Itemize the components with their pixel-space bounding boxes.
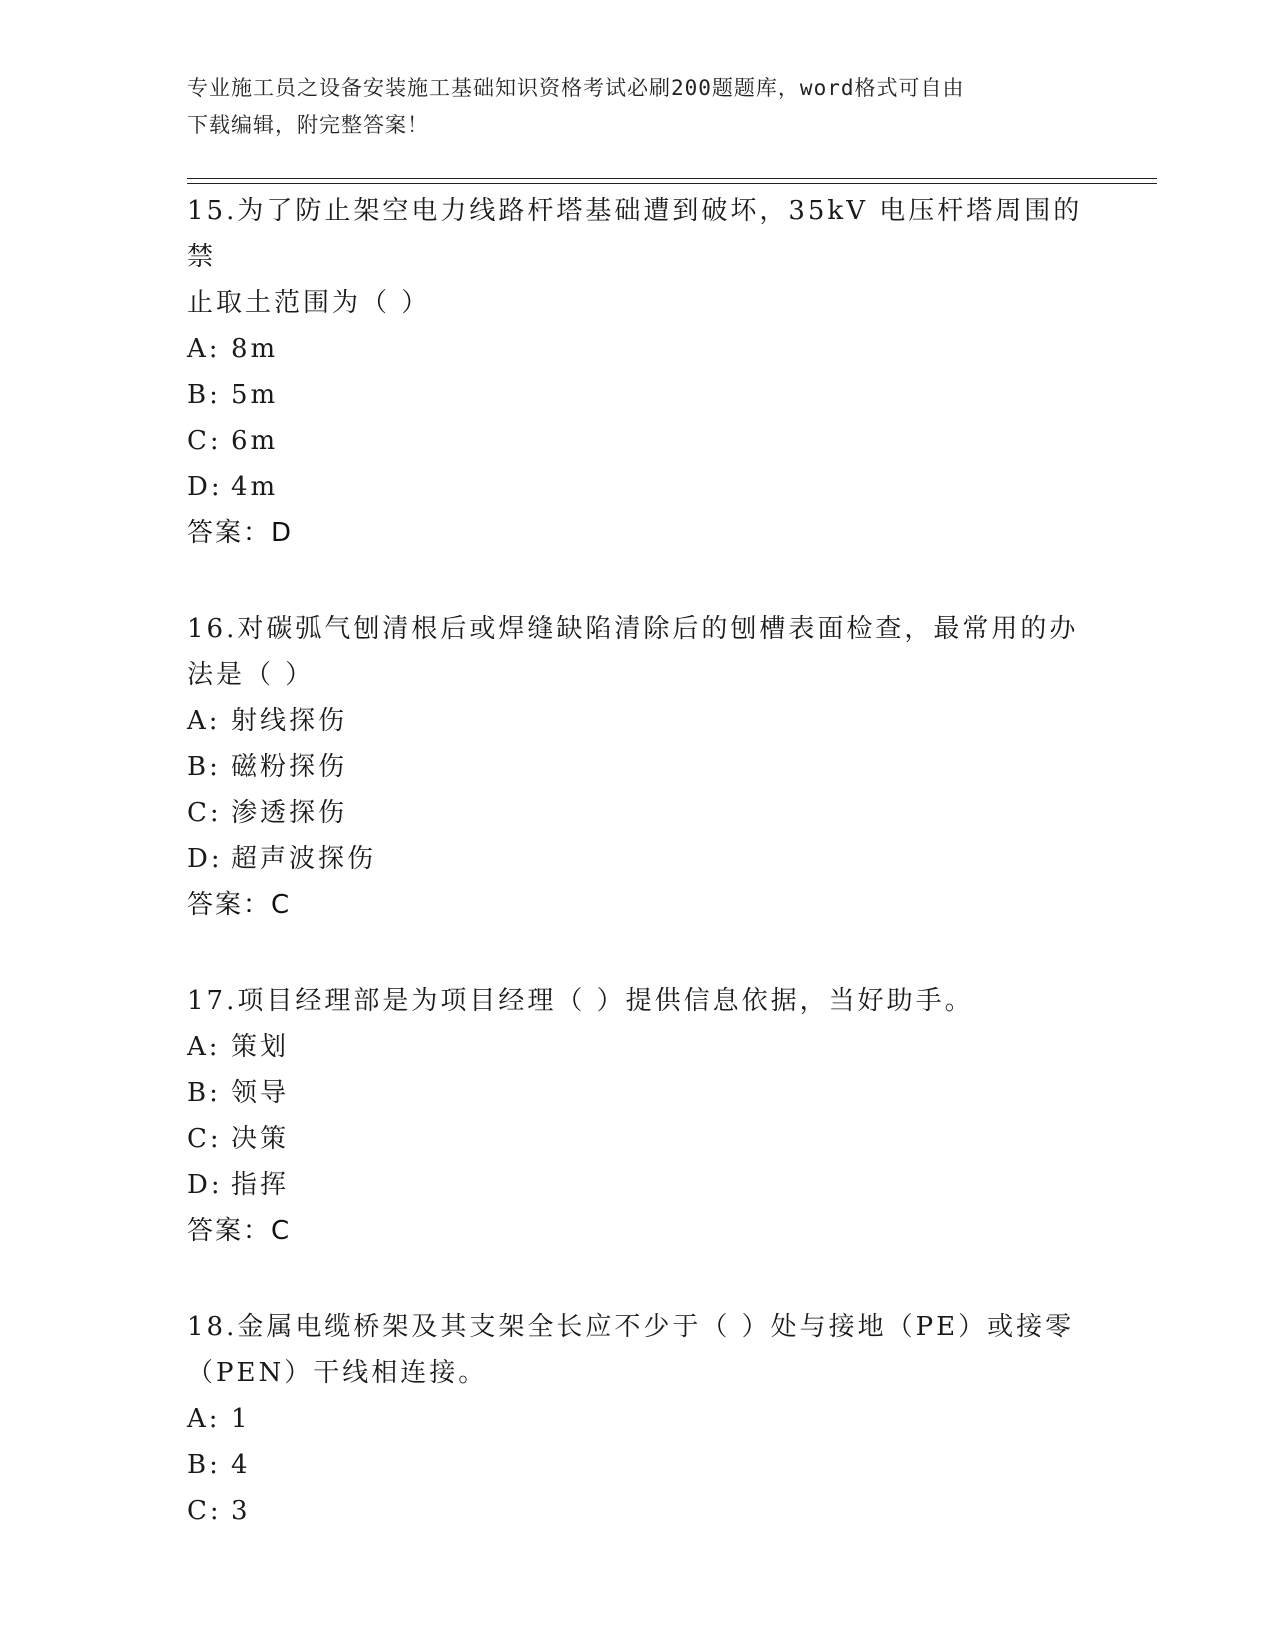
question-18-stem-line-2: （PEN）干线相连接。 <box>187 1358 488 1388</box>
option-text: 射线探伤 <box>231 706 348 736</box>
option-text: 3 <box>231 1496 251 1526</box>
option-letter: C: <box>187 426 222 456</box>
option-text: 4 <box>231 1450 251 1480</box>
option-letter: C: <box>187 1124 222 1154</box>
question-15-option-d <box>187 464 1087 510</box>
header-divider-top <box>187 178 1157 179</box>
question-18-option-c <box>187 1488 1087 1534</box>
option-text: 领导 <box>231 1078 290 1108</box>
option-letter: B: <box>187 1450 221 1480</box>
question-16-option-c <box>187 790 1087 836</box>
option-letter: D: <box>187 844 223 874</box>
option-text: 决策 <box>231 1124 290 1154</box>
question-15 <box>187 188 1087 556</box>
option-letter: B: <box>187 752 221 782</box>
question-16-stem-line-1: 16.对碳弧气刨清根后或焊缝缺陷清除后的刨槽表面检查，最常用的办 <box>187 614 1079 644</box>
question-15-option-a <box>187 326 1087 372</box>
option-text: 5m <box>231 380 279 410</box>
question-16-stem-line-2: 法是（ ） <box>187 660 315 690</box>
question-15-stem-line-1: 15.为了防止架空电力线路杆塔基础遭到破坏，35kV 电压杆塔周围的禁 <box>187 196 1083 272</box>
question-15-option-b <box>187 372 1087 418</box>
option-text: 策划 <box>231 1032 290 1062</box>
document-header <box>187 70 1087 144</box>
question-17-option-a <box>187 1024 1087 1070</box>
question-18 <box>187 1304 1087 1534</box>
question-16-option-b <box>187 744 1087 790</box>
option-text: 超声波探伤 <box>231 844 377 874</box>
option-text: 指挥 <box>231 1170 290 1200</box>
option-letter: D: <box>187 472 223 502</box>
option-letter: A: <box>187 1032 221 1062</box>
question-18-option-b <box>187 1442 1087 1488</box>
question-17 <box>187 978 1087 1254</box>
question-16 <box>187 606 1087 928</box>
question-17-stem-line-1: 17.项目经理部是为项目经理（ ）提供信息依据，当好助手。 <box>187 986 974 1016</box>
question-17-option-b <box>187 1070 1087 1116</box>
option-text: 6m <box>231 426 279 456</box>
question-18-stem-line-1: 18.金属电缆桥架及其支架全长应不少于（ ）处与接地（PE）或接零 <box>187 1312 1075 1342</box>
question-17-answer: 答案：C <box>187 1216 292 1246</box>
question-16-answer: 答案：C <box>187 890 292 920</box>
question-16-option-a <box>187 698 1087 744</box>
option-letter: A: <box>187 334 221 364</box>
option-letter: D: <box>187 1170 223 1200</box>
option-text: 磁粉探伤 <box>231 752 348 782</box>
question-15-answer: 答案：D <box>187 518 294 548</box>
option-letter: C: <box>187 1496 222 1526</box>
question-17-option-c <box>187 1116 1087 1162</box>
option-text: 4m <box>231 472 279 502</box>
header-line-2: 下载编辑，附完整答案！ <box>187 113 429 137</box>
question-list <box>187 188 1087 1584</box>
option-letter: B: <box>187 1078 221 1108</box>
header-divider-bottom <box>187 183 1157 184</box>
option-letter: A: <box>187 706 221 736</box>
option-letter: C: <box>187 798 222 828</box>
option-text: 渗透探伤 <box>231 798 348 828</box>
option-letter: A: <box>187 1404 221 1434</box>
question-18-option-a <box>187 1396 1087 1442</box>
question-16-option-d <box>187 836 1087 882</box>
question-15-option-c <box>187 418 1087 464</box>
question-15-stem-line-2: 止取土范围为（ ） <box>187 288 431 318</box>
option-text: 1 <box>231 1404 251 1434</box>
option-text: 8m <box>231 334 279 364</box>
option-letter: B: <box>187 380 221 410</box>
header-line-1: 专业施工员之设备安装施工基础知识资格考试必刷200题题库，word格式可自由 <box>187 76 965 100</box>
question-17-option-d <box>187 1162 1087 1208</box>
